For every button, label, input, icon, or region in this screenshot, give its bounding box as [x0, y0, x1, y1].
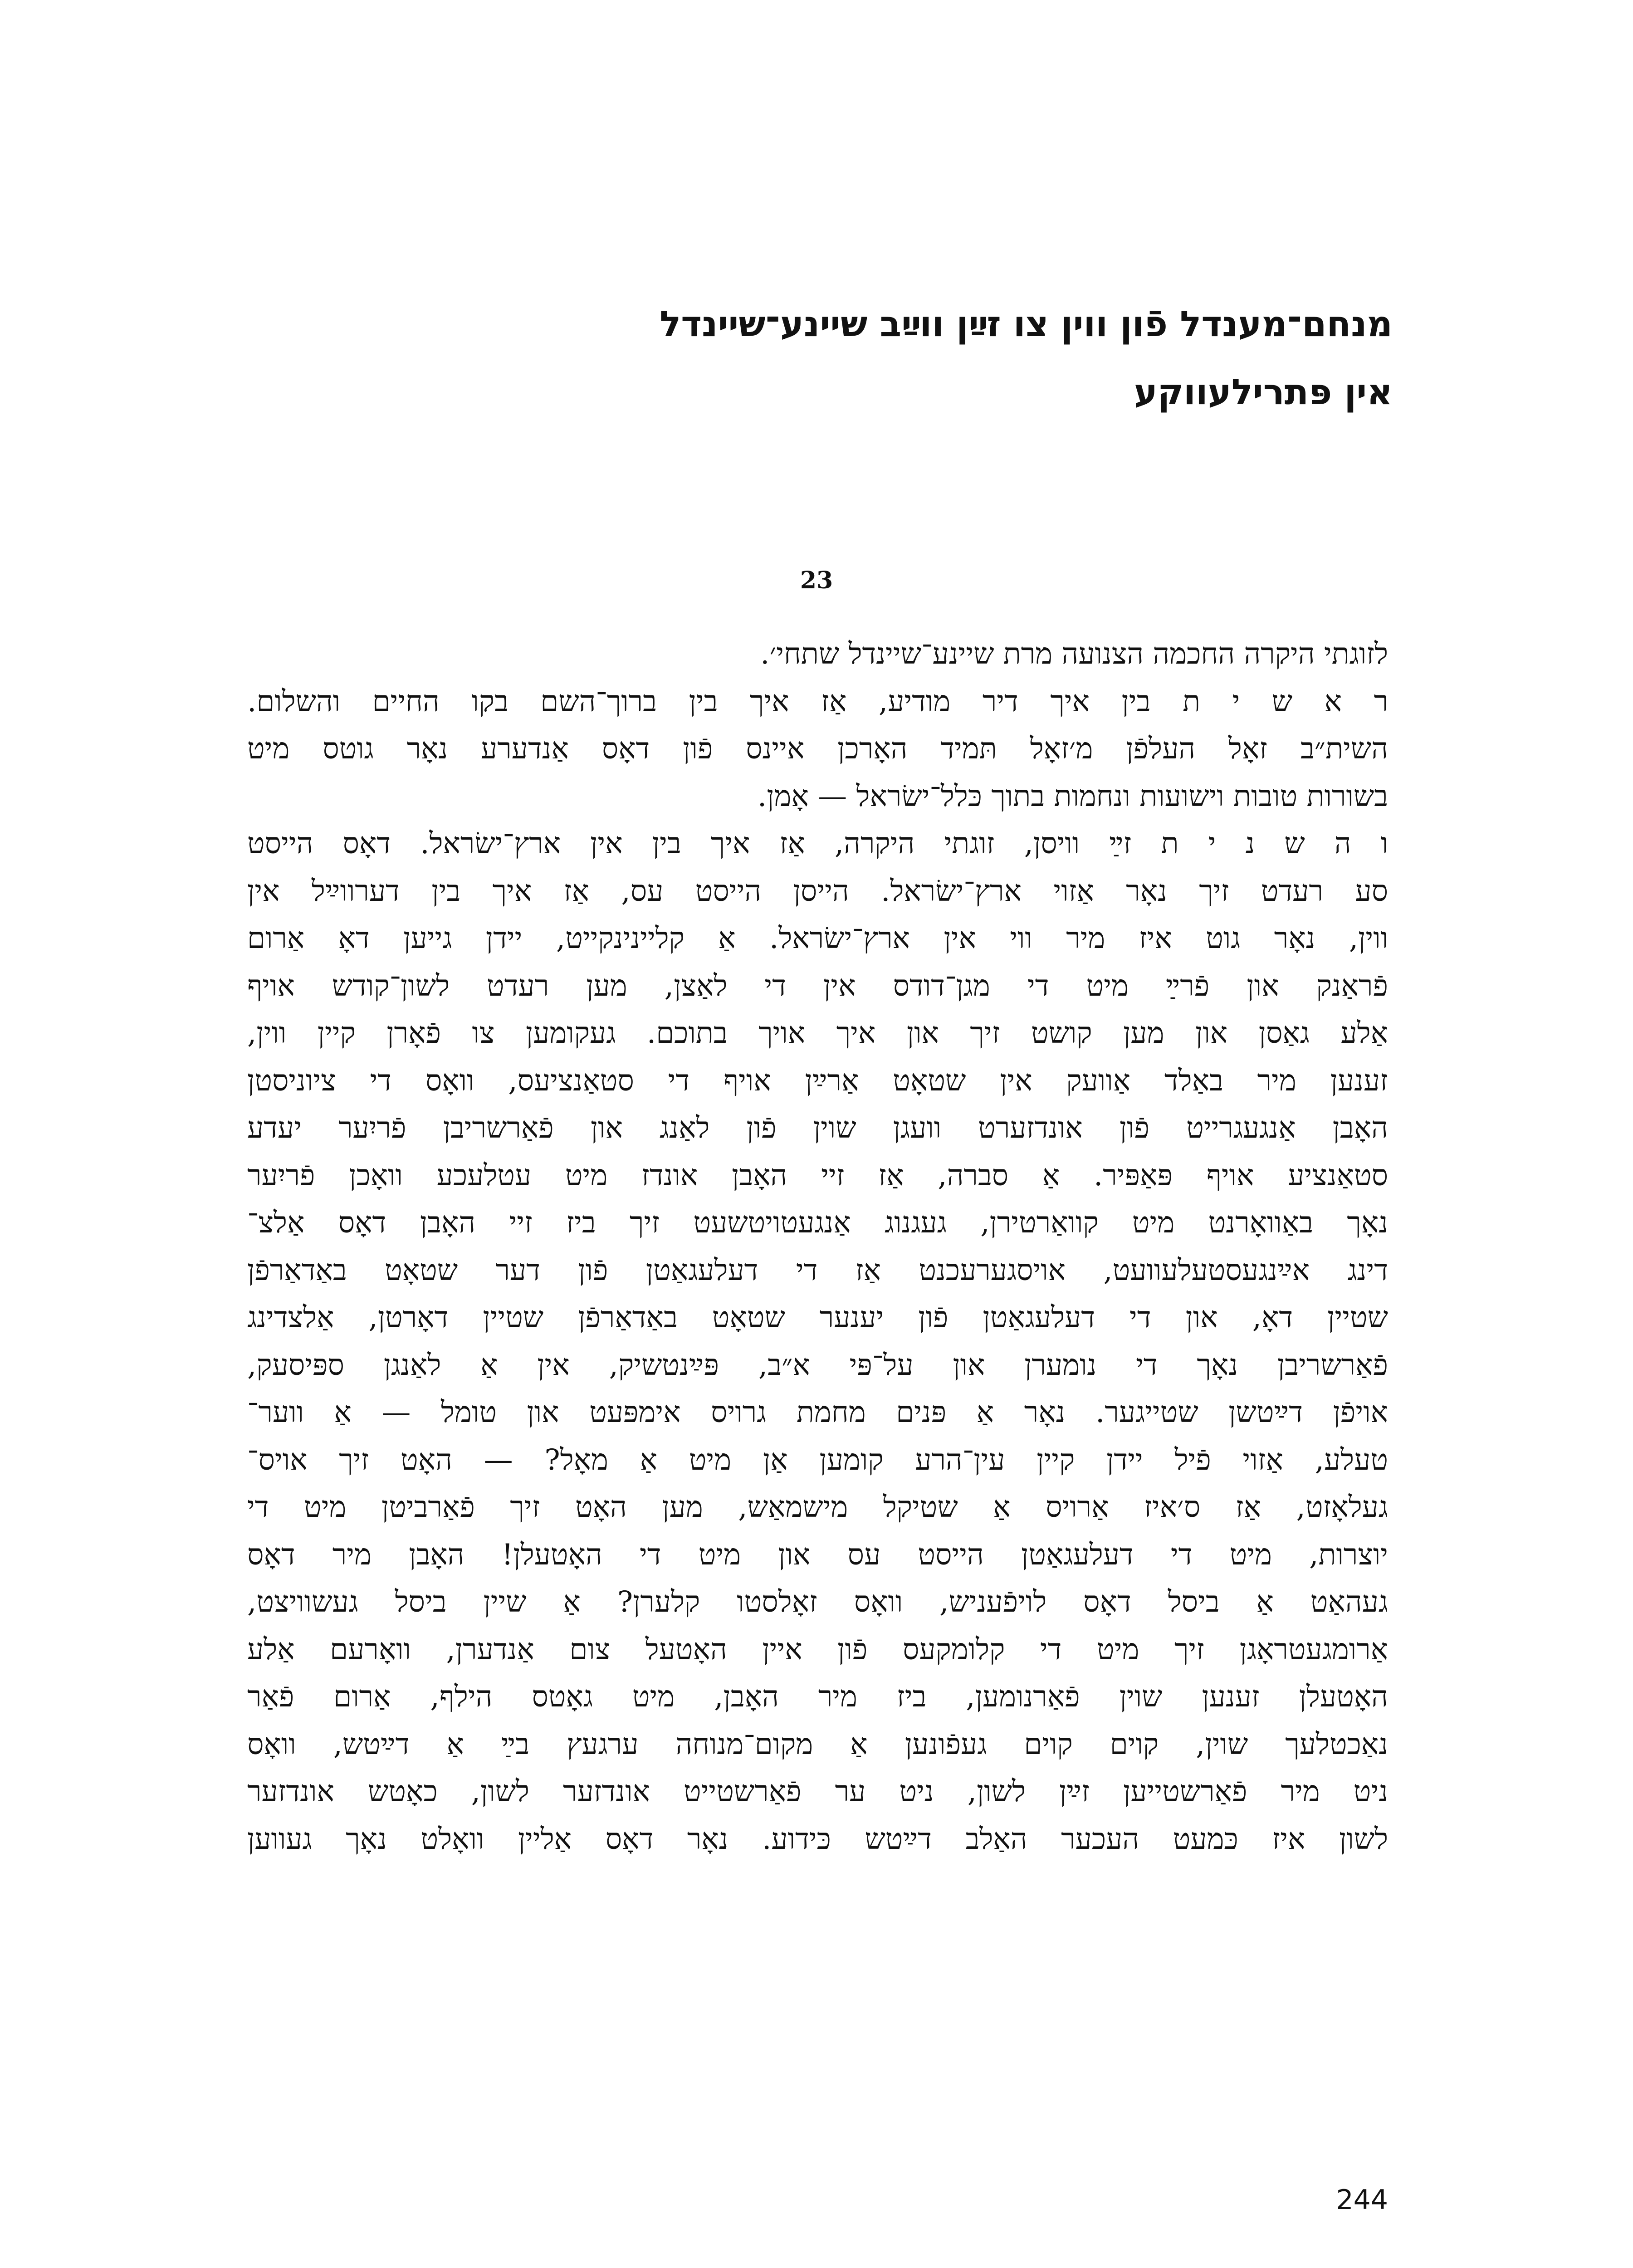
text-line: פֿראַנק און פֿרײַ מיט די מגן־דודס אין די לאַצן, מען רעדט לשון־קודש אויף	[247, 969, 1388, 1003]
text-line: סע רעדט זיך נאָר אַזוי ארץ־ישׂראל. הייסן הייסט עס, אַז איך בין דערווײַל אין	[247, 874, 1389, 908]
text-line: סטאַנציע אויף פּאַפּיר. אַ סברה, אַז זיי האָבן אונדז מיט עטלעכע וואָכן פֿריִער	[247, 1158, 1389, 1193]
text-line: האָטעלן זענען שוין פֿאַרנומען, ביז מיר האָבן, מיט גאָטס הילף, אַרום פֿאַר	[247, 1680, 1388, 1714]
page-number: 244	[1336, 2184, 1388, 2216]
body-text	[247, 631, 1388, 1863]
text-line: נאָך באַוואָרנט מיט קוואַרטירן, געגנוג אַנגעטויטשעט זיך ביז זיי האָבן דאָס אַלצ־	[247, 1206, 1389, 1240]
chapter-heading	[318, 290, 1393, 426]
text-line: השית״ב זאָל העלפֿן מ׳זאָל תּמיד האָרכן איינס פֿון דאָס אַנדערע נאָר גוטס מיט	[247, 732, 1388, 766]
text-line: געלאָזט, אַז ס׳איז אַרויס אַ שטיקל מישמאַש, מען האָט זיך פֿאַרביטן מיט די	[247, 1491, 1388, 1524]
text-line: ו ה ש נ י ת זײַ וויסן, זוגתי היקרה, אַז איך בין אין ארץ־ישׂראל. דאָס הייסט	[247, 827, 1388, 860]
chapter-heading-line-2: אין פּתרילעווקע	[1134, 372, 1393, 413]
text-line: פֿאַרשריבן נאָך די נומערן און על־פּי א״ב, פּײַנטשיק, אין אַ לאַנגן ספּיסעק,	[247, 1348, 1388, 1382]
text-line: שטיין דאָ, און די דעלעגאַטן פֿון יענער שטאָט באַדאַרפֿן שטיין דאָרטן, אַלצדינג	[247, 1301, 1388, 1334]
text-line: בשורות טובות וישועות ונחמות בתוך כּלל־ישׂראל — אָמן.	[757, 779, 1388, 813]
text-line: זענען מיר באַלד אַוועק אין שטאָט אַרײַן אויף די סטאַנציעס, וואָס די ציוניסטן	[247, 1064, 1388, 1098]
text-line-dedication: לזוגתי היקרה החכמה הצנועה מרת שיינע־שיינדל שתחי׳.	[760, 637, 1388, 671]
text-line: אויפֿן דײַטשן שטייגער. נאָר אַ פּנים מחמת גרויס אימפּעט און טומל — אַ ווער־	[247, 1396, 1389, 1429]
text-line: אַלע גאַסן און מען קושט זיך און איך אויך בתוכם. געקומען צו פֿאָרן קיין ווין,	[247, 1017, 1388, 1050]
text-line: לשון איז כּמעט העכער האַלב דײַטש כּידוע. נאָר דאָס אַליין וואָלט נאָך געווען	[247, 1822, 1388, 1856]
text-line: ניט מיר פֿאַרשטייען זײַן לשון, ניט ער פֿאַרשטייט אונדזער לשון, כאָטש אונדזער	[247, 1775, 1388, 1809]
text-line: אַרומגעטראָגן זיך מיט די קלומקעס פֿון איין האָטעל צום אַנדערן, וואָרעם אַלע	[247, 1633, 1388, 1667]
text-line: געהאַט אַ ביסל דאָס לויפֿעניש, וואָס זאָלסטו קלערן? אַ שיין ביסל געשוויצט,	[247, 1585, 1388, 1619]
text-line: האָבן אַנגעגרייט פֿון אונדזערט וועגן שוין פֿון לאַנג און פֿאַרשריבן פֿריִער יעדע	[247, 1111, 1388, 1145]
letter-number: 23	[800, 567, 833, 594]
text-line: טעלע, אַזוי פֿיל יידן קיין עין־הרע קומען אַן מיט אַ מאָל? — האָט זיך אויס־	[247, 1443, 1388, 1477]
text-line: ווין, נאָר גוט איז מיר ווי אין ארץ־ישׂראל. אַ קליינינקייט, יידן גייען דאָ אַרום	[247, 922, 1388, 955]
text-line: נאַכטלעך שוין, קוים קוים געפֿונען אַ מקום־מנוחה ערגעץ בײַ אַ דײַטש, וואָס	[247, 1727, 1388, 1761]
chapter-heading-line-1: מנחם־מענדל פֿון ווין צו זײַן ווײַב שיינע־שיינדל	[660, 304, 1393, 345]
text-line: ר א ש י ת בין איך דיר מודיע, אַז איך בין ברוך־השם בקו החיים והשלום.	[247, 684, 1388, 719]
text-line: יוצרות, מיט די דעלעגאַטן הייסט עס און מיט די האָטעלן! האָבן מיר דאָס	[247, 1538, 1388, 1572]
text-line: דינג אײַנגעסטעלעוועט, אויסגערעכנט אַז די דעלעגאַטן פֿון דער שטאָט באַדאַרפֿן	[247, 1253, 1388, 1287]
